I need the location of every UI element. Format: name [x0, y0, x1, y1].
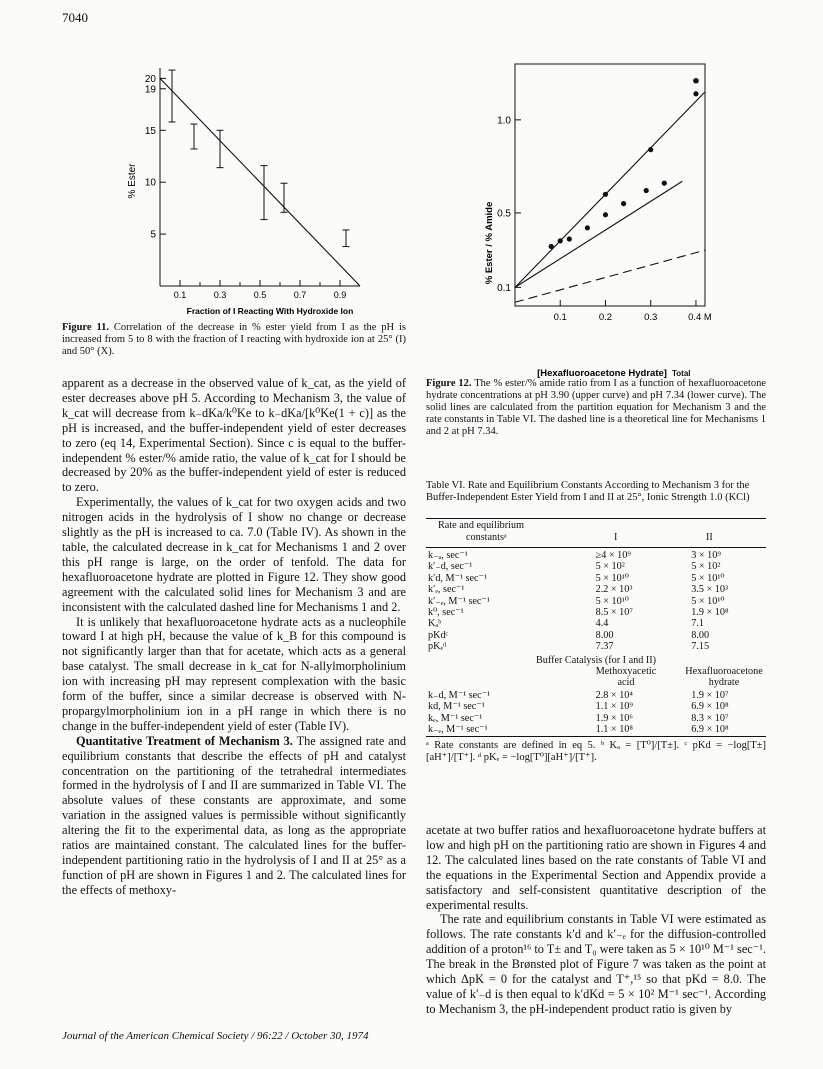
table-cell: 8.00: [595, 629, 614, 641]
table-cell: ≥4 × 10⁹: [595, 550, 631, 561]
figure-12-plot-area: [497, 64, 712, 323]
table-cell: Kₐᵇ: [428, 618, 442, 630]
table-row: [426, 701, 766, 712]
table-row: [426, 724, 766, 736]
table-cell: 7.37: [595, 641, 614, 653]
table-cell: 8.00: [691, 629, 710, 641]
table-main-rows: [426, 550, 766, 653]
table-row: [426, 641, 766, 652]
table-row: [426, 596, 766, 607]
page-number: 7040: [62, 10, 88, 25]
figure-12-y-tick-label: 1.0: [497, 115, 511, 127]
figure-11-caption: [62, 322, 406, 358]
table-cell: 3.5 × 10³: [691, 584, 729, 596]
table-row: [426, 561, 766, 572]
table-cell: 1.9 × 10⁷: [691, 690, 729, 702]
left-paragraph-4-text: The assigned rate and equilibrium constants that describe the effects of pH and catalyst concentration on the partitioning of the tetrahedral intermediates formed in the hydrolysis of I and II are summarized in Table VI. The absolute values of these constants are approximate, and some variation in the assigned values is permissible without significantly altering the fit to the experimental data, as long as the appropriate ratios are maintained constant. The calculated lines for the buffer-independent partitioning ratio in the hydrolysis of I and II at 25° as a function of pH are shown in Figures 1 and 2. The calculated lines for the effects of methoxy-: [62, 733, 406, 897]
table-cell: 5 × 10¹⁰: [691, 595, 725, 607]
figure-12-point-upper: [603, 192, 608, 197]
table-cell: k′₋d, sec⁻¹: [428, 561, 473, 573]
figure-11-x-label: Fraction of I Reacting With Hydroxide Ion: [186, 306, 354, 316]
left-column-text: [62, 376, 406, 898]
section-heading: Quantitative Treatment of Mechanism 3.: [76, 733, 293, 748]
figure-12-point-lower: [603, 212, 608, 217]
figure-12-y-tick-label: 0.5: [497, 208, 511, 220]
figure-11-x-tick-label: 0.5: [253, 290, 267, 300]
figure-12-point-top: [693, 78, 699, 84]
figure-12-lower-line: [515, 181, 682, 287]
buffer-title: Buffer Catalysis (for I and II): [535, 654, 657, 666]
table-vi: [426, 518, 766, 764]
table-cell: 2.8 × 10⁴: [595, 690, 633, 702]
figure-12-y-tick-label: 0.1: [497, 282, 511, 294]
table-col-ii: II: [706, 532, 713, 543]
figure-12-x-sub: Total: [672, 369, 691, 378]
table-cell: 5 × 10²: [691, 561, 721, 573]
right-paragraph-1: acetate at two buffer ratios and hexafluoroacetone hydrate buffers at low and high pH on the partitioning ratio are shown in Figures 4 and 12. The calculated lines based on the rate constants of Table VI and the equations in the Experimental Section and Appendix provide a satisfactory and self-consistent quantitative description of the experimental results.: [426, 823, 766, 912]
figure-11-caption-text: Correlation of the decrease in % ester yield from I as the pH is increased from 5 to 8 with the fraction of I reacting with hydroxide ion at 25° (I) and 50° (X).: [62, 322, 407, 357]
figure-11-y-tick-label: 19: [144, 84, 156, 96]
table-row: [426, 630, 766, 641]
figure-12-x-label: [Hexafluoroacetone Hydrate]: [537, 368, 667, 378]
figure-12-point-lower: [644, 188, 649, 193]
figure-11-y-label: % Ester: [127, 163, 138, 199]
figure-12-x-tick-label: 0.1: [553, 312, 567, 323]
table-row: [426, 607, 766, 618]
figure-11-caption-label: Figure 11.: [62, 322, 109, 333]
figure-12-caption-text: The % ester/% amide ratio from I as a function of hexafluoroacetone hydrate concentrations at pH 3.90 (upper curve) and pH 7.34 (lower curve). The solid lines are calculated from the partition equation for Mechanism 3 and the rate constants in Table VI. The dashed line is a theoretical line for Mechanisms 1 and 2 at pH 7.34.: [426, 378, 767, 437]
figure-12-point-upper: [648, 147, 653, 152]
figure-12-point-lower: [567, 236, 572, 241]
table-cell: 5 × 10¹⁰: [595, 595, 629, 607]
table-header: [426, 518, 766, 548]
table-cell: k₋ₐ, sec⁻¹: [428, 550, 468, 561]
figure-12-y-label: % Ester / % Amide: [484, 201, 495, 285]
table-cell: kₑ, M⁻¹ sec⁻¹: [428, 712, 483, 724]
figure-11-y-tick-label: 5: [150, 229, 156, 241]
table-header-2: constantsᵃ: [466, 532, 507, 543]
table-buffer-rows: [426, 690, 766, 737]
table-cell: pKₑᵈ: [428, 641, 447, 653]
table-col-i: I: [614, 532, 618, 543]
table-cell: 5 × 10¹⁰: [691, 572, 725, 584]
table-cell: 6.9 × 10⁸: [691, 724, 729, 736]
table-row: [426, 690, 766, 701]
left-paragraph-4: [62, 734, 406, 898]
figure-12-x-tick-label: 0.3: [644, 312, 658, 323]
journal-footer: Journal of the American Chemical Society / 96:22 / October 30, 1974: [62, 1030, 369, 1042]
figure-12-point-upper: [693, 91, 698, 96]
table-row: [426, 550, 766, 561]
table-cell: 4.4: [595, 618, 609, 630]
table-cell: 3 × 10⁹: [691, 550, 721, 561]
figure-11-y-tick-label: 10: [144, 177, 156, 189]
table-cell: 2.2 × 10³: [595, 584, 633, 596]
left-paragraph-1: apparent as a decrease in the observed value of k_cat, as the yield of ester decreases above pH 5. According to Mechanism 3, the value of k_cat will decrease from k₋dKa/k⁰Ke to k₋dKa/[k⁰Ke(1 + c)] as the pH is increased, and the buffer-independent yield of ester decreases to zero (eq 14, Experimental Section). Since c is equal to the buffer-independent % ester/% amide ratio, the value of k_cat for I should be decreased by 20% as the buffer-independent yield of ester is reduced to zero.: [62, 376, 406, 495]
table-cell: kd, M⁻¹ sec⁻¹: [428, 701, 485, 713]
figure-12-x-tick-label: 0.4 M: [688, 312, 712, 323]
right-paragraph-2: The rate and equilibrium constants in Table VI were estimated as follows. The rate constants k′d and k′₋ₑ for the diffusion-controlled addition of a proton¹⁶ to T± and T₀ were taken as 5 × 10¹⁰ M⁻¹ sec⁻¹. The break in the Brønsted plot of Figure 7 was taken as the point at which ΔpK = 0 for the catalyst and T⁺,¹⁵ so that pKd = 8.0. The value of k′₋d is then equal to k′dKd = 5 × 10² M⁻¹ sec⁻¹. According to Mechanism 3, the pH-independent product ratio is given by: [426, 912, 766, 1016]
table-cell: 8.3 × 10⁷: [691, 712, 729, 724]
figure-11-x-tick-label: 0.7: [293, 290, 307, 300]
figure-12-caption-label: Figure 12.: [426, 378, 472, 389]
buffer-col1-a: Methoxyacetic: [595, 666, 657, 678]
table-cell: k⁰, sec⁻¹: [428, 607, 464, 619]
table-cell: 7.1: [691, 618, 704, 630]
figure-12-point-lower: [662, 181, 667, 186]
table-cell: 5 × 10²: [595, 561, 625, 573]
buffer-col2-b: hydrate: [708, 677, 740, 689]
figure-11-x-tick-label: 0.1: [173, 290, 187, 300]
table-footnote: ᵃ Rate constants are defined in eq 5. ᵇ Kₐ = [T⁰]/[T±]. ᶜ pKd = −log[T±][aH⁺]/[T⁺]. ᵈ pKₑ = −log[T⁰][aH⁺]/[T⁺].: [426, 739, 766, 763]
table-cell: pKdᶜ: [428, 629, 449, 641]
table-cell: 1.1 × 10⁹: [595, 701, 633, 713]
figure-12-upper-line: [515, 92, 705, 287]
table-cell: 1.9 × 10⁶: [595, 712, 633, 724]
figure-11-y-tick-label: 20: [144, 73, 156, 85]
table-cell: k′₋ₑ, M⁻¹ sec⁻¹: [428, 595, 490, 607]
figure-11-chart: [120, 56, 390, 320]
figure-12-x-tick-label: 0.2: [598, 312, 613, 323]
right-column-text: [426, 823, 766, 1017]
buffer-header: [426, 666, 766, 690]
table-cell: k′d, M⁻¹ sec⁻¹: [428, 572, 487, 584]
table-cell: 5 × 10¹⁰: [595, 572, 629, 584]
figure-12-chart: [470, 58, 720, 378]
table-row: [426, 713, 766, 724]
table-row: [426, 573, 766, 584]
figure-11-y-tick-label: 15: [144, 125, 156, 137]
table-row: [426, 584, 766, 595]
table-cell: k₋ₑ, M⁻¹ sec⁻¹: [428, 724, 488, 736]
table-cell: 7.15: [691, 641, 710, 653]
figure-12-point-lower: [621, 201, 626, 206]
figure-11-x-tick-label: 0.9: [333, 290, 347, 300]
table-row: [426, 618, 766, 629]
table-cell: 1.9 × 10⁸: [691, 607, 729, 619]
figure-11-plot-area: [145, 68, 360, 300]
table-title: Table VI. Rate and Equilibrium Constants According to Mechanism 3 for the Buffer-Independent Ester Yield from I and II at 25°, Ionic Strength 1.0 (KCl): [426, 480, 750, 503]
figure-12-point-upper: [558, 238, 563, 243]
table-cell: 1.1 × 10⁸: [595, 724, 633, 736]
figure-12-point-lower: [585, 225, 590, 230]
buffer-col1-b: acid: [617, 677, 635, 689]
buffer-col2-a: Hexafluoroacetone: [685, 666, 763, 678]
table-cell: 6.9 × 10⁸: [691, 701, 729, 713]
table-header-1: Rate and equilibrium: [438, 520, 525, 531]
left-paragraph-2: Experimentally, the values of k_cat for two oxygen acids and two nitrogen acids in the hydrolysis of I show no change or decrease slightly as the pH is increased to ca. 7.0 (Table IV). As shown in the table, the calculated decrease in k_cat for Mechanisms 1 and 2 over this pH range is large, on the order of tenfold. The data for hexafluoroacetone hydrate are plotted in Figure 12. They show good agreement with the calculated solid lines for Mechanism 3 and are inconsistent with the calculated dashed line for Mechanisms 1 and 2.: [62, 495, 406, 614]
table-cell: k′ₑ, sec⁻¹: [428, 584, 465, 596]
figure-11-fit-line: [160, 78, 360, 286]
figure-12-point-lower: [549, 244, 554, 249]
figure-12-caption: [426, 378, 766, 438]
figure-11-x-tick-label: 0.3: [213, 290, 227, 300]
table-cell: 8.5 × 10⁷: [595, 607, 633, 619]
table-cell: k₋d, M⁻¹ sec⁻¹: [428, 690, 491, 702]
left-paragraph-3: It is unlikely that hexafluoroacetone hydrate acts as a nucleophile toward I at high pH, because the value of k_B for this compound is not significantly larger than that for acetate, which acts as a general base catalyst. The small decrease in k_cat for N-allylmorpholinium ion with increasing pH may represent complexation with the basic form of the buffer, since a similar decrease is observed with N-propargylmorpholinium ion in a pH range in which there is no change in the buffer-independent yield of ester (Table IV).: [62, 614, 406, 733]
